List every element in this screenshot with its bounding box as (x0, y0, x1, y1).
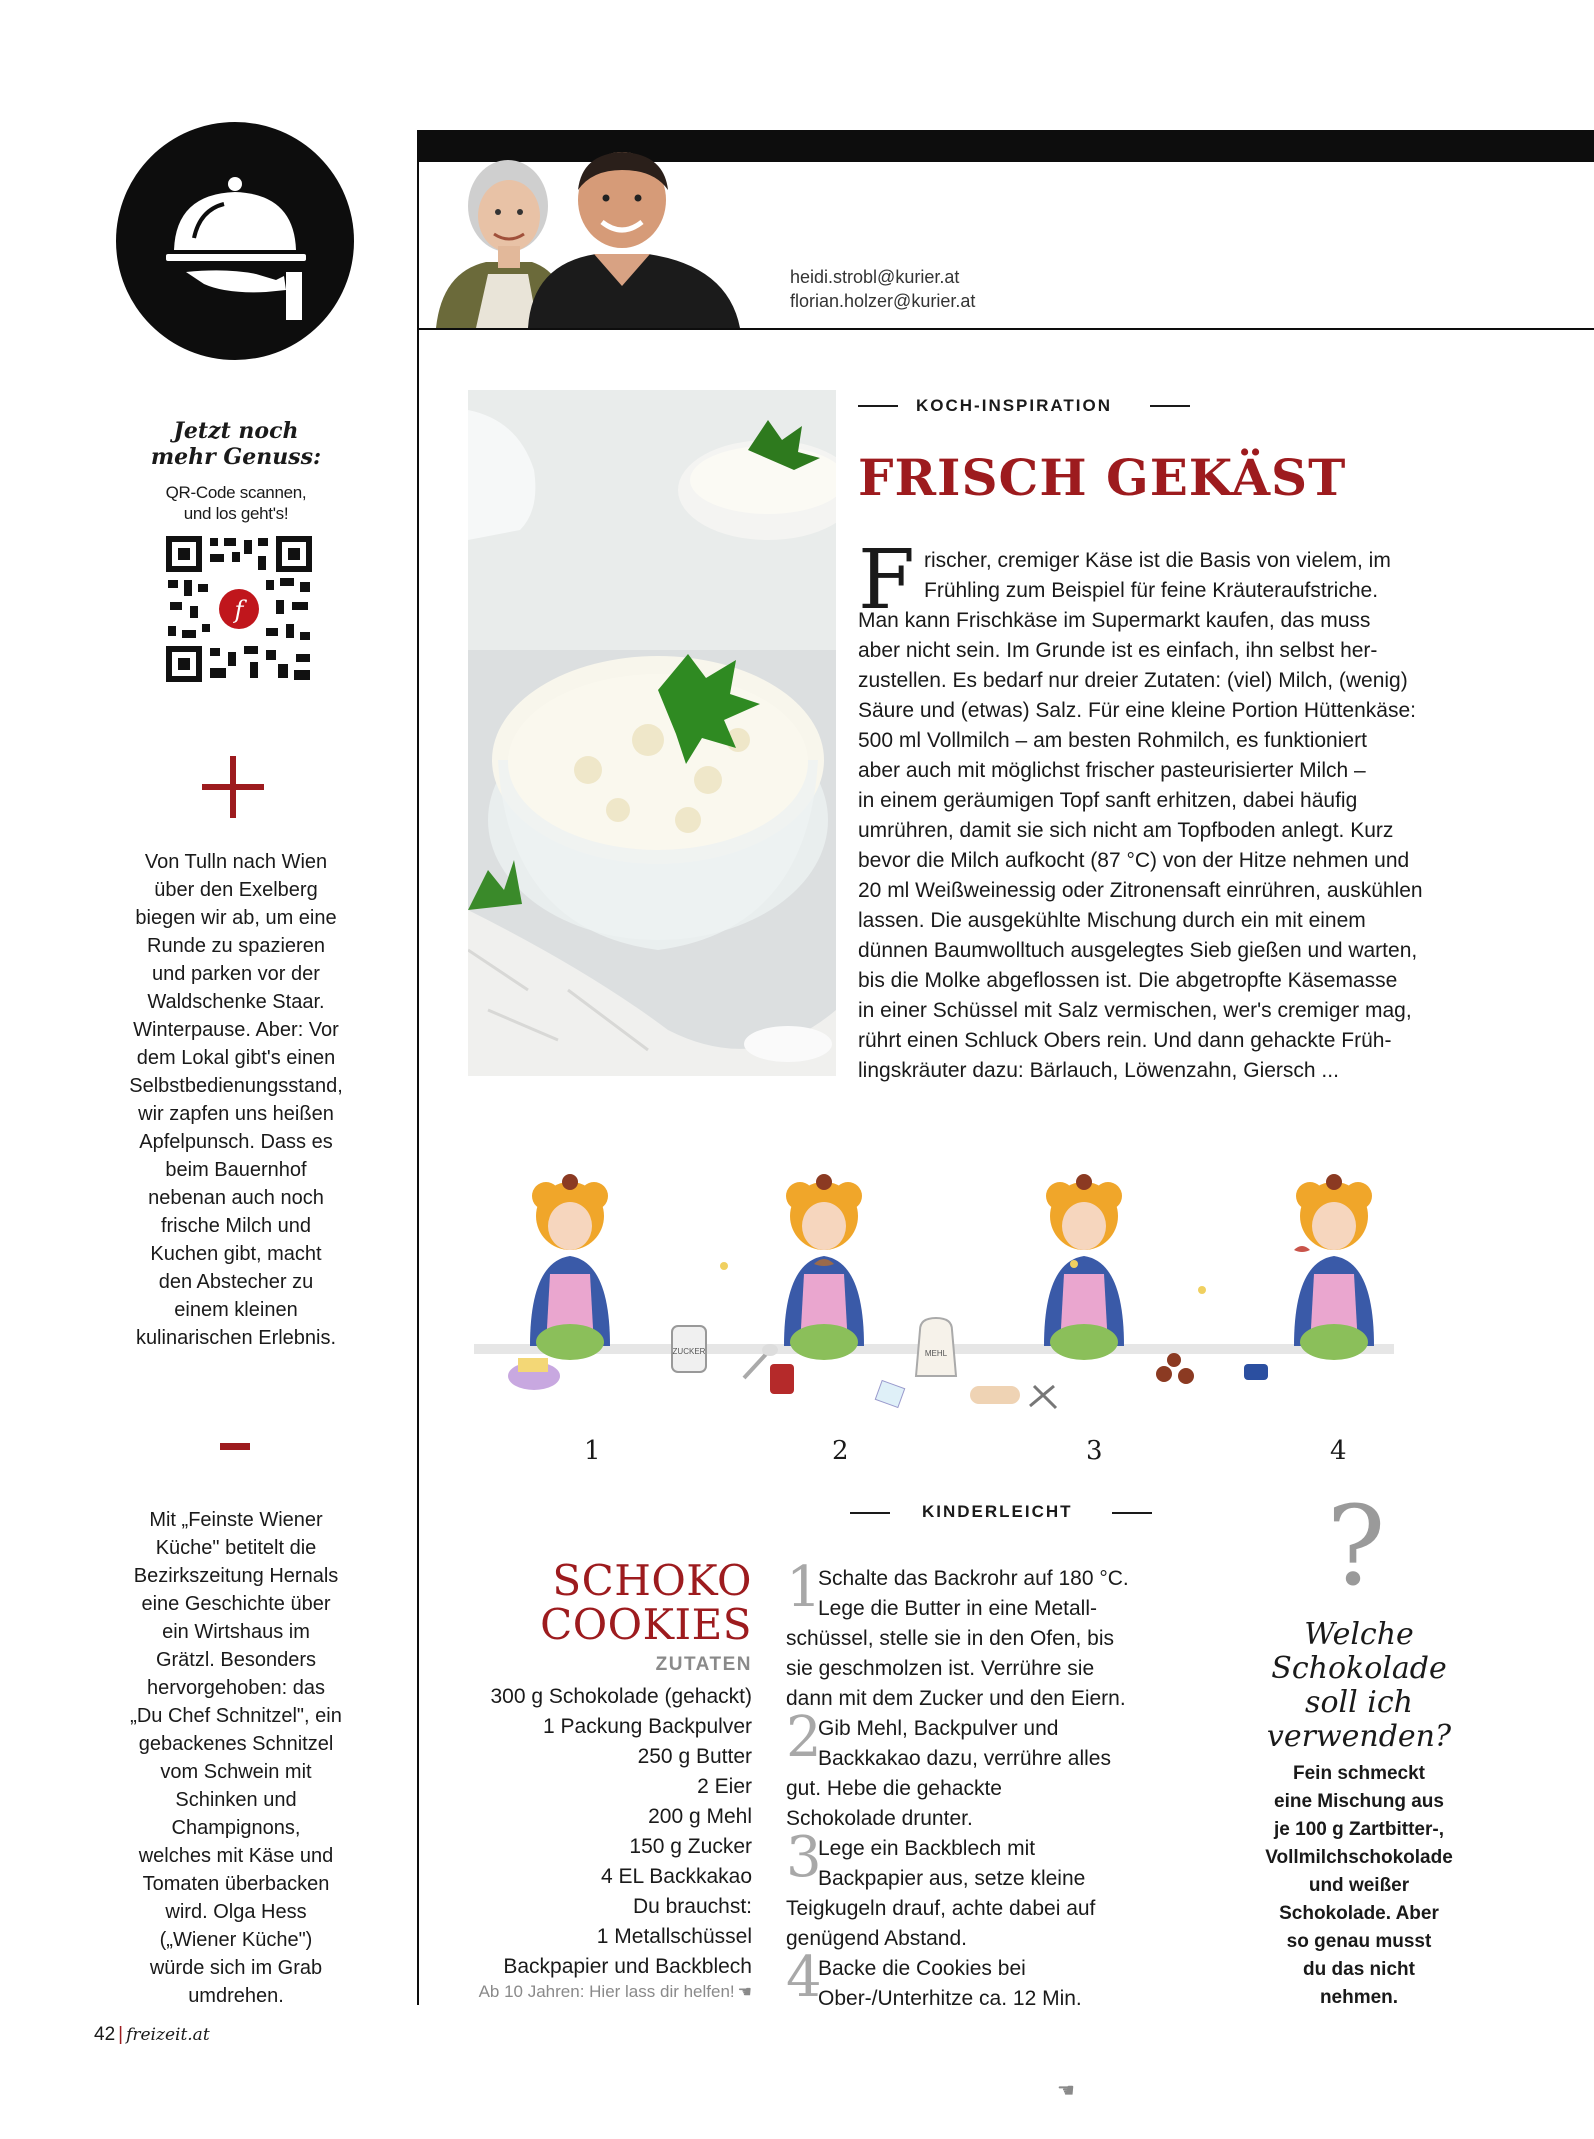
minus-icon (220, 1443, 250, 1450)
kicker-rule (858, 405, 898, 407)
plus-text-line: Apfelpunsch. Dass es (139, 1131, 333, 1153)
author-portraits (428, 146, 748, 328)
article-body-line: 500 ml Vollmilch – am besten Rohmilch, es funktioniert (858, 729, 1367, 752)
article-body-line: rischer, cremiger Käse ist die Basis von vielem, im (924, 549, 1391, 572)
pointing-hand-icon: ☚ (737, 1984, 752, 2001)
plus-text-line: Runde zu spazieren (147, 935, 325, 957)
minus-text-line: welches mit Käse und (138, 1845, 334, 1867)
article-body-line: aber nicht sein. Im Grunde ist es einfach, ihn selbst her- (858, 639, 1378, 662)
step-text-line: Ober-/Unterhitze ca. 12 Min. (818, 1987, 1082, 2010)
question-answer-line: du das nicht (1303, 1959, 1415, 1980)
article-body-line: lassen. Die ausgekühlte Mischung durch ein mit einem (858, 909, 1366, 932)
minus-text-line: „Du Chef Schnitzel", ein (130, 1705, 342, 1727)
article-body-line: Frühling zum Beispiel für feine Kräuteraufstriche. (924, 579, 1379, 602)
child-baker-figure (1294, 1174, 1374, 1360)
article-body-line: umrühren, damit sie sich nicht am Topfboden anlegt. Kurz (858, 819, 1394, 842)
minus-text-line: („Wiener Küche") (159, 1929, 313, 1951)
promo-title (120, 418, 352, 470)
ingredient-line: 300 g Schokolade (gehackt) (490, 1685, 752, 1708)
minus-text-line: gebackenes Schnitzel (138, 1733, 334, 1755)
baking-steps-illustration (474, 1146, 1394, 1428)
plus-text-line: über den Exelberg (154, 879, 318, 901)
step-text-line: Gib Mehl, Backpulver und (818, 1717, 1059, 1740)
article-body-line: Man kann Frischkäse im Supermarkt kaufen, das muss (858, 609, 1371, 632)
plus-text-line: Von Tulln nach Wien (144, 851, 328, 873)
ingredient-line: 250 g Butter (637, 1745, 752, 1768)
step-text-line: Schalte das Backrohr auf 180 °C. (818, 1567, 1129, 1590)
ingredient-line: 1 Metallschüssel (596, 1925, 752, 1948)
kicker-rule (850, 1512, 890, 1514)
step-number: 2 (786, 1705, 822, 1770)
question-answer-line: Schokolade. Aber (1279, 1903, 1439, 1924)
question-answer-line: je 100 g Zartbitter-, (1274, 1819, 1444, 1840)
plus-text-line: wir zapfen uns heißen (138, 1103, 334, 1125)
step-text-line: Lege die Butter in eine Metall- (818, 1597, 1097, 1620)
article-body-line: bis die Molke abgeflossen ist. Die abgetropfte Käsemasse (858, 969, 1398, 992)
plus-icon (196, 748, 272, 824)
cottage-cheese-photo (468, 390, 836, 1076)
article-body-line: zustellen. Es bedarf nur dreier Zutaten: (viel) Milch, (wenig) (858, 669, 1408, 692)
article-body-line: bevor die Milch aufkocht (87 °C) von der Hitze nehmen und (858, 849, 1410, 872)
plus-column-text (110, 848, 362, 1352)
step-text-line: Schokolade drunter. (786, 1807, 973, 1830)
step-text-line: genügend Abstand. (786, 1927, 968, 1950)
ingredient-line: 1 Packung Backpulver (543, 1715, 752, 1738)
qr-code[interactable] (166, 536, 312, 682)
step-text-line: sie geschmolzen ist. Verrühre sie (786, 1657, 1095, 1680)
question-answer-line: nehmen. (1319, 1987, 1399, 2008)
ingredient-line: 200 g Mehl (648, 1805, 752, 1828)
column-divider (417, 130, 419, 2005)
promo-subtitle (120, 482, 352, 524)
page-number: 42 (94, 2024, 116, 2045)
illustration-step-number: 2 (832, 1436, 849, 1466)
kicker-rule (1112, 1512, 1152, 1514)
question-answer-line: eine Mischung aus (1274, 1791, 1444, 1812)
article-body-line: in einem geräumigen Topf sanft erhitzen, dabei häufig (858, 789, 1358, 812)
minus-text-line: Tomaten überbacken (142, 1873, 330, 1895)
minus-text-line: würde sich im Grab (149, 1957, 323, 1979)
article-body-line: rührt einen Schluck Obers rein. Und dann gehackte Früh- (858, 1029, 1392, 1052)
ingredient-line: Backpapier und Backblech (503, 1955, 752, 1978)
recipe-kicker: KINDERLEICHT (922, 1502, 1073, 1521)
flour-bag (916, 1318, 956, 1376)
plus-text-line: dem Lokal gibt's einen (136, 1047, 336, 1069)
question-answer (1264, 1760, 1454, 2012)
step-number: 3 (786, 1825, 822, 1890)
question-answer-line: so genau musst (1286, 1931, 1432, 1952)
step-number: 1 (786, 1555, 822, 1620)
child-baker-figure (1044, 1174, 1124, 1360)
ingredient-line: 4 EL Backkakao (601, 1865, 752, 1888)
step-text-line: dann mit dem Zucker und den Eiern. (786, 1687, 1126, 1710)
minus-text-line: Bezirkszeitung Hernals (133, 1565, 339, 1587)
age-help-note (440, 1982, 752, 2002)
plus-text-line: einem kleinen (174, 1299, 298, 1321)
article-body-line: 20 ml Weißweinessig oder Zitronensaft einrühren, auskühlen (858, 879, 1423, 902)
plus-text-line: Waldschenke Staar. (147, 991, 325, 1013)
article-dropcap: F (858, 533, 915, 628)
minus-text-line: wird. Olga Hess (165, 1901, 307, 1923)
pointing-hand-icon: ☚ (1057, 2080, 1075, 2102)
cocoa-tin (770, 1364, 794, 1394)
promo-title-line: Jetzt noch (173, 418, 299, 444)
kicker-rule (1150, 405, 1190, 407)
footer-brand: freizeit.at (126, 2025, 210, 2045)
ingredient-line: 2 Eier (697, 1775, 752, 1798)
child-baker-figure (784, 1174, 864, 1360)
sugar-jar-label: ZUCKER (672, 1347, 706, 1356)
article-body-line: lingskräuter dazu: Bärlauch, Löwenzahn, Giersch ... (858, 1059, 1339, 1082)
baking-paper-roll (970, 1386, 1020, 1404)
article-body-line: in einer Schüssel mit Salz vermischen, wer's cremiger mag, (858, 999, 1412, 1022)
minus-text-line: Champignons, (171, 1817, 301, 1839)
ingredients-heading: ZUTATEN (655, 1654, 752, 1675)
step-text-line: Teigkugeln drauf, achte dabei auf (786, 1897, 1096, 1920)
age-help-note-text: Ab 10 Jahren: Hier lass dir helfen! (478, 1982, 735, 2001)
recipe-title: COOKIES (540, 1600, 752, 1649)
flour-bag-label: MEHL (924, 1349, 948, 1358)
ingredient-line: Du brauchst: (632, 1895, 752, 1918)
minus-text-line: Schinken und (175, 1789, 297, 1811)
author-email[interactable]: florian.holzer@kurier.at (790, 291, 976, 311)
minus-text-line: eine Geschichte über (141, 1593, 331, 1615)
minus-text-line: umdrehen. (188, 1985, 284, 2007)
plus-text-line: den Abstecher zu (158, 1271, 314, 1293)
step-text-line: Backkakao dazu, verrühre alles (818, 1747, 1111, 1770)
plus-text-line: Winterpause. Aber: Vor (133, 1019, 339, 1041)
author-email[interactable]: heidi.strobl@kurier.at (790, 267, 960, 287)
qr-brand-letter: f (234, 596, 244, 624)
question-title-line: soll ich (1305, 1685, 1413, 1720)
plus-text-line: und parken vor der (152, 963, 320, 985)
question-answer-line: und weißer (1308, 1875, 1410, 1896)
minus-column-text (110, 1506, 362, 2010)
minus-text-line: Küche" betitelt die (155, 1537, 317, 1559)
minus-text-line: hervorgehoben: das (147, 1677, 325, 1699)
plus-text-line: kulinarischen Erlebnis. (135, 1327, 337, 1349)
step-text-line: Backe die Cookies bei (818, 1957, 1026, 1980)
step-text-line: Backpapier aus, setze kleine (818, 1867, 1086, 1890)
step-text-line: gut. Hebe die gehackte (786, 1777, 1002, 1800)
page-footer (94, 2024, 210, 2046)
promo-subtitle-line: und los geht's! (183, 504, 289, 523)
cloche-logo (116, 122, 354, 360)
step-number: 4 (786, 1945, 822, 2010)
plus-text-line: biegen wir ab, um eine (135, 907, 337, 929)
promo-subtitle-line: QR-Code scannen, (165, 483, 307, 502)
step-text-line: Lege ein Backblech mit (818, 1837, 1036, 1860)
article-kicker: KOCH-INSPIRATION (916, 396, 1113, 415)
minus-text-line: Mit „Feinste Wiener (149, 1509, 323, 1531)
article-body-line: dünnen Baumwolltuch ausgelegtes Sieb gießen und warten, (858, 939, 1418, 962)
question-answer-line: Fein schmeckt (1293, 1763, 1425, 1784)
recipe-title: SCHOKO (552, 1556, 752, 1605)
plus-text-line: frische Milch und (160, 1215, 312, 1237)
header-rule (418, 328, 1594, 330)
minus-text-line: ein Wirtshaus im (162, 1621, 310, 1643)
illustration-step-number: 4 (1330, 1436, 1347, 1466)
minus-text-line: vom Schwein mit (160, 1761, 312, 1783)
plus-text-line: nebenan auch noch (148, 1187, 324, 1209)
footer-separator: | (118, 2024, 124, 2045)
minus-text-line: Grätzl. Besonders (155, 1649, 317, 1671)
illustration-step-number: 3 (1086, 1436, 1103, 1466)
cloche-icon (116, 122, 354, 360)
question-title-line: verwenden? (1266, 1719, 1452, 1754)
question-mark-icon: ? (1326, 1482, 1386, 1610)
step-text-line: schüssel, stelle sie in den Ofen, bis (786, 1627, 1115, 1650)
question-answer-line: Vollmilchschokolade (1265, 1847, 1453, 1868)
illustration-step-number: 1 (584, 1436, 601, 1466)
article-body-line: aber auch mit möglichst frischer pasteurisierter Milch – (858, 759, 1366, 782)
plus-text-line: Selbstbedienungsstand, (129, 1075, 343, 1097)
article-headline: FRISCH GEKÄST (858, 448, 1347, 507)
author-portrait-man (528, 152, 740, 328)
plus-text-line: Kuchen gibt, macht (150, 1243, 322, 1265)
question-title-line: Welche (1304, 1617, 1414, 1652)
child-baker-figure (530, 1174, 610, 1360)
ingredient-line: 150 g Zucker (629, 1835, 752, 1858)
plus-text-line: beim Bauernhof (165, 1159, 307, 1181)
question-title-line: Schokolade (1271, 1651, 1447, 1686)
article-body-line: Säure und (etwas) Salz. Für eine kleine Portion Hüttenkäse: (858, 699, 1416, 722)
promo-title-line: mehr Genuss: (150, 444, 322, 470)
